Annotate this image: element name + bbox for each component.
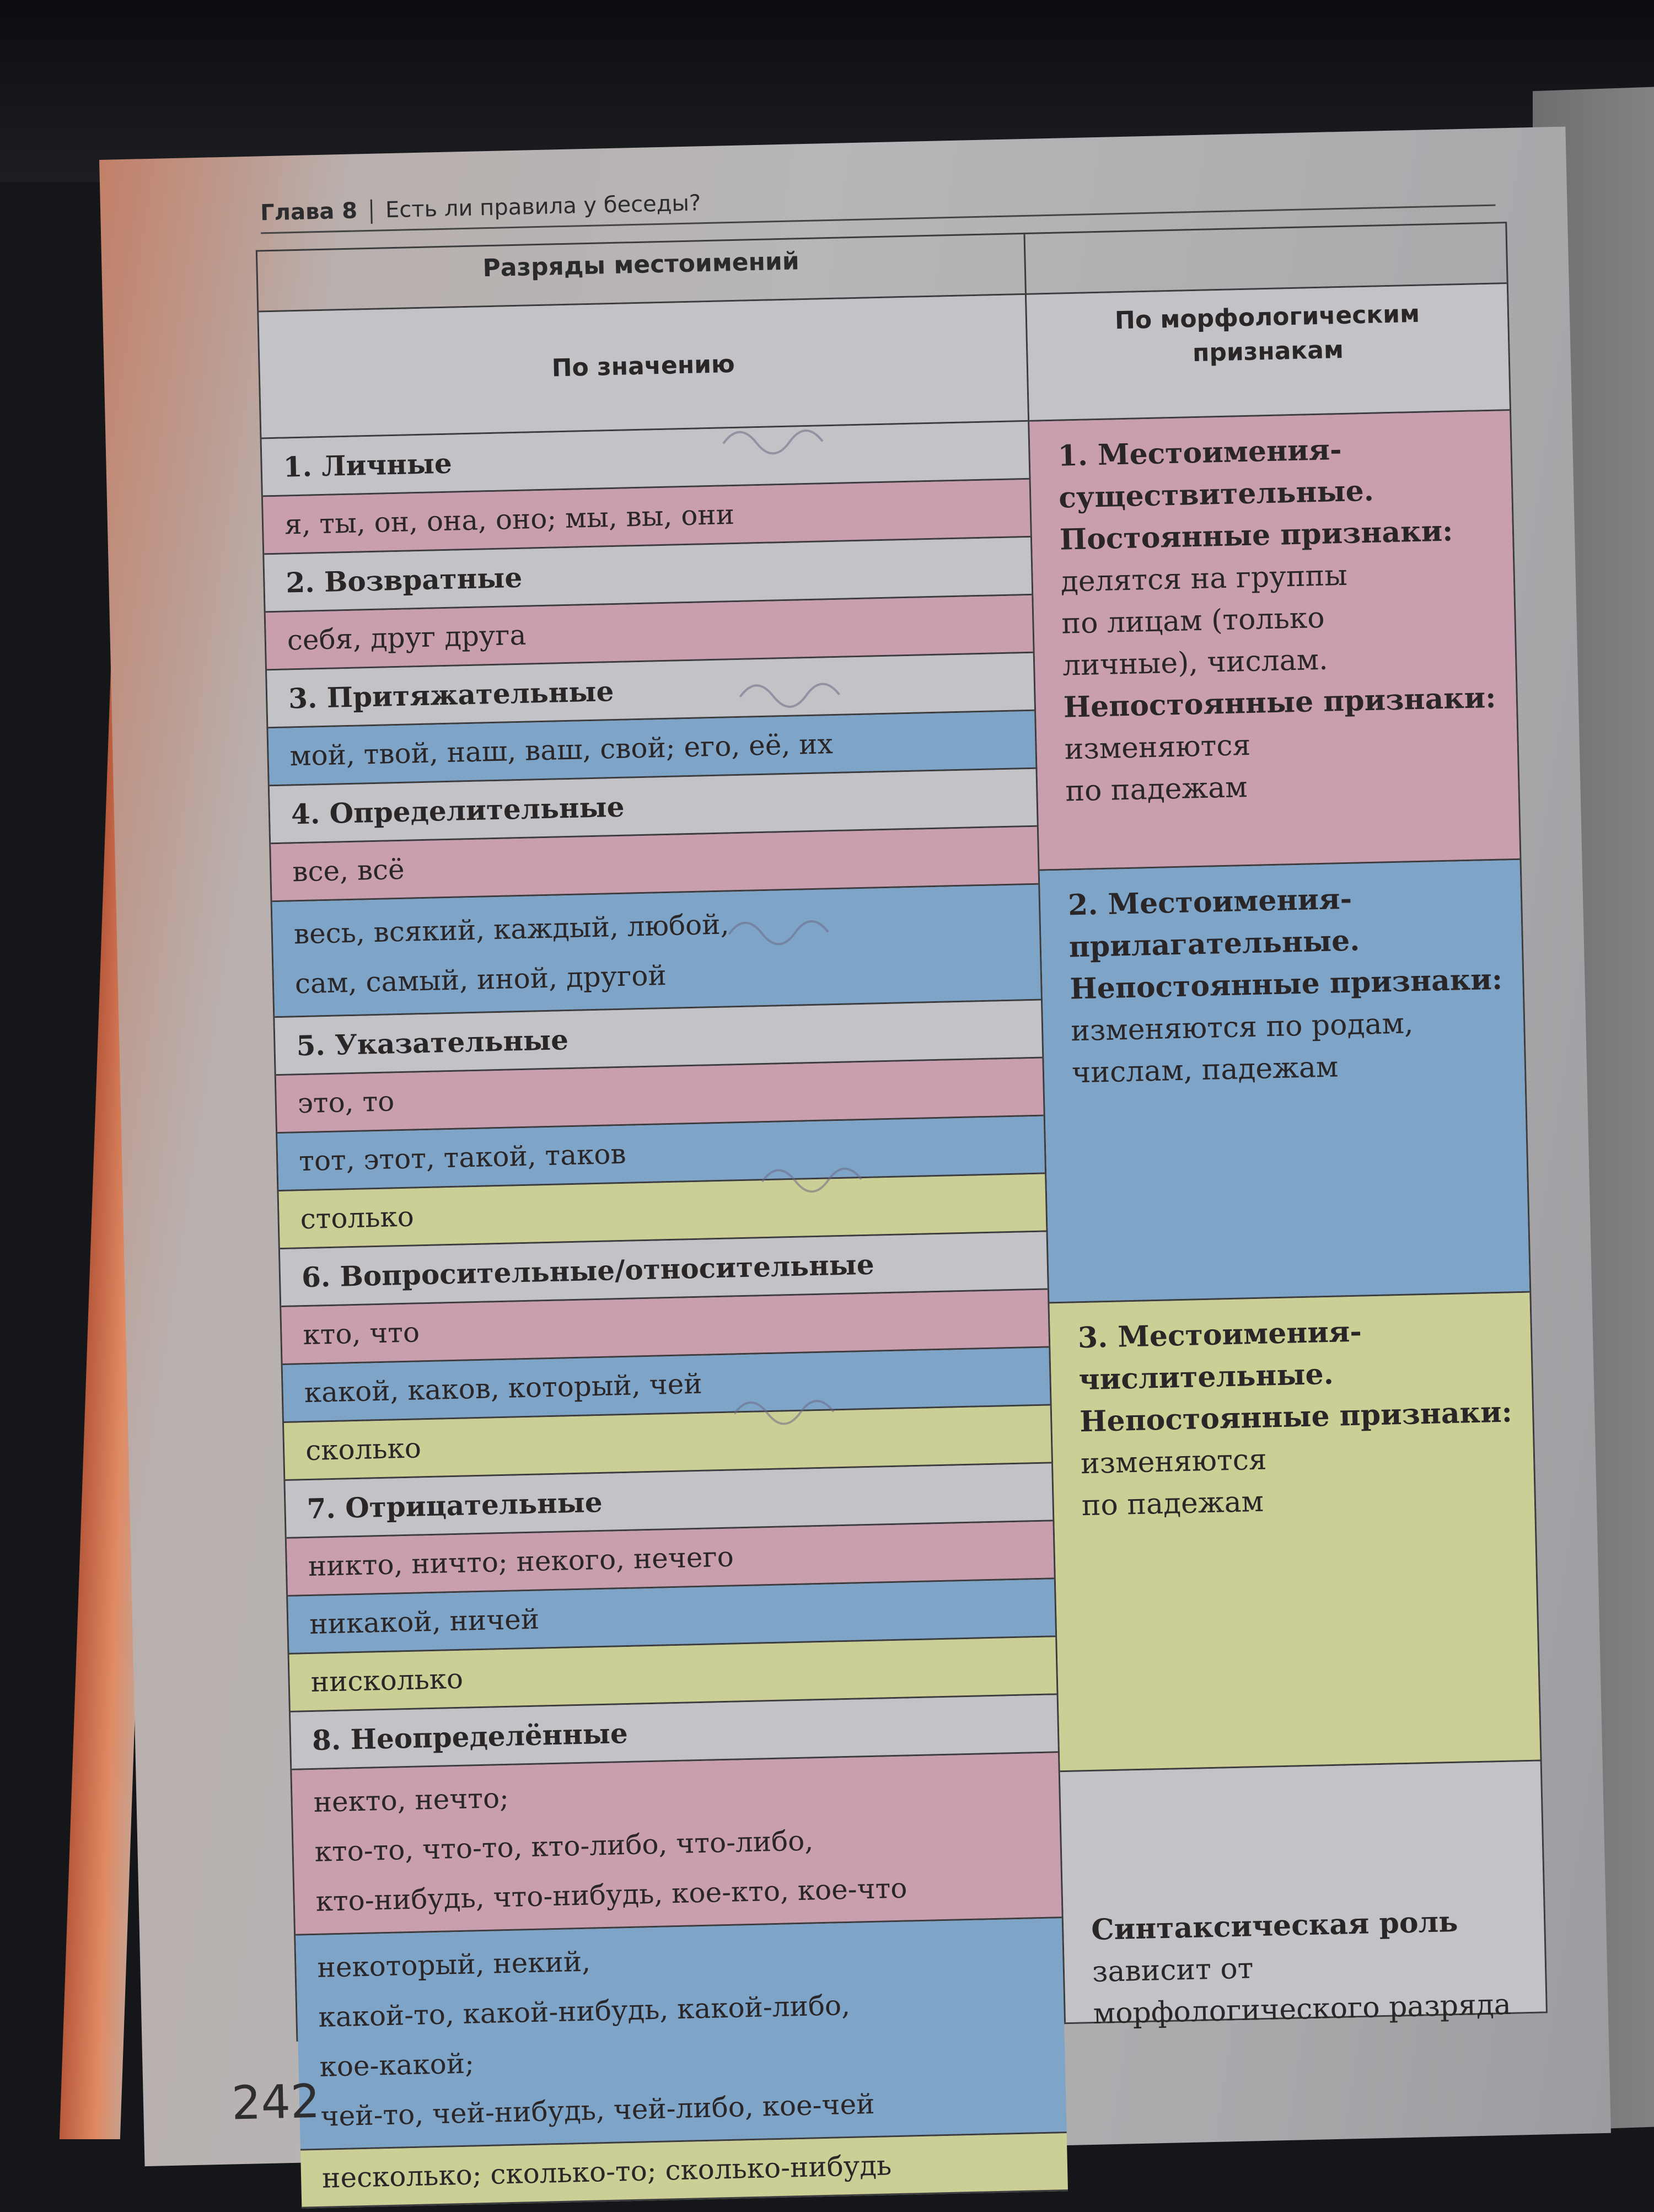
morph-title: 3. Местоимения-числительные.: [1077, 1314, 1362, 1397]
pronoun-row: я, ты, он, она, оно; мы, вы, они: [263, 480, 1030, 555]
pronoun-row: никакой, ничей: [288, 1579, 1055, 1655]
pronoun-line: сам, самый, иной, другой: [294, 959, 667, 1000]
category-row: 3. Притяжательные: [267, 653, 1034, 729]
syntax-text: зависит от морфологического разряда: [1092, 1952, 1512, 2031]
syntax-role-cell: [1060, 1761, 1546, 2031]
table-caption: Разряды местоимений: [482, 247, 800, 283]
category-row: 2. Возвратные: [264, 538, 1032, 613]
category-row: 5. Указательные: [275, 1001, 1042, 1076]
pronoun-row: все, всё: [271, 827, 1038, 903]
category-row: 6. Вопросительные/относительные: [280, 1232, 1048, 1308]
pronoun-row: нисколько: [289, 1637, 1057, 1712]
pronoun-line: чей-то, чей-нибудь, чей-либо, кое-чей: [320, 2087, 876, 2133]
morph-cell-nouns: 1. Местоимения-существительные. Постоянные признаки: делятся на группы по лицам (только личные), числам. Непостоянные признаки: изменяются по падежам: [1029, 411, 1519, 871]
category-row: 1. Личные: [262, 422, 1029, 497]
morph-title: 1. Местоимения-существительные.: [1057, 433, 1374, 515]
pronoun-row: столько: [279, 1174, 1046, 1250]
category-row: 4. Определительные: [270, 769, 1037, 845]
pronoun-line: какой-то, какой-нибудь, какой-либо,: [318, 1989, 851, 2033]
morphology-column: [1023, 223, 1545, 2031]
meaning-header: По значению: [259, 295, 1028, 439]
pronoun-line: некоторый, некий,: [316, 1945, 591, 1984]
pronoun-row: какой, каков, который, чей: [283, 1347, 1050, 1423]
textbook-page: [99, 127, 1611, 2194]
pronoun-row: несколько; сколько-то; сколько-нибудь: [300, 2133, 1068, 2209]
morph-cell-numerals: 3. Местоимения-числительные. Непостоянные признаки: изменяются по падежам: [1050, 1293, 1540, 1773]
pronoun-line: кто-то, что-то, кто-либо, что-либо,: [314, 1824, 814, 1868]
category-row: 7. Отрицательные: [285, 1463, 1052, 1539]
morph-title: 2. Местоимения-прилагательные.: [1067, 882, 1360, 964]
chapter-label: Глава 8: [260, 198, 358, 226]
pronoun-line: кто-нибудь, что-нибудь, кое-кто, кое-что: [315, 1872, 907, 1918]
page-number: 242: [230, 2074, 321, 2130]
pronoun-line: кое-какой;: [319, 2047, 475, 2083]
pronoun-line: весь, всякий, каждый, любой,: [293, 908, 730, 950]
morph-cell-adjectives: 2. Местоимения-прилагательные. Непостоянные признаки: изменяются по родам, числам, падежам: [1040, 860, 1530, 1304]
pronoun-row: кто, что: [281, 1290, 1049, 1366]
category-row: 8. Неопределённые: [291, 1695, 1058, 1770]
pronoun-row: [292, 1753, 1061, 1935]
pronoun-row: тот, этот, такой, таков: [277, 1116, 1045, 1192]
pronoun-row: мой, твой, наш, ваш, свой; его, её, их: [268, 711, 1035, 787]
pronoun-line: некто, нечто;: [313, 1781, 509, 1818]
pronoun-row: никто, ничто; некого, нечего: [287, 1521, 1054, 1597]
pencil-marks: [712, 416, 1015, 1635]
morphology-header: По морфологическим признакам: [1027, 284, 1510, 422]
chapter-title: Есть ли правила у беседы?: [385, 190, 701, 223]
syntax-title: Синтаксическая роль: [1091, 1904, 1459, 1947]
running-head: [260, 190, 701, 226]
pronoun-row: себя, друг друга: [266, 595, 1033, 671]
pronoun-row: [296, 1918, 1066, 2150]
pronoun-row: сколько: [284, 1405, 1051, 1481]
pronoun-row: это, то: [276, 1059, 1044, 1134]
